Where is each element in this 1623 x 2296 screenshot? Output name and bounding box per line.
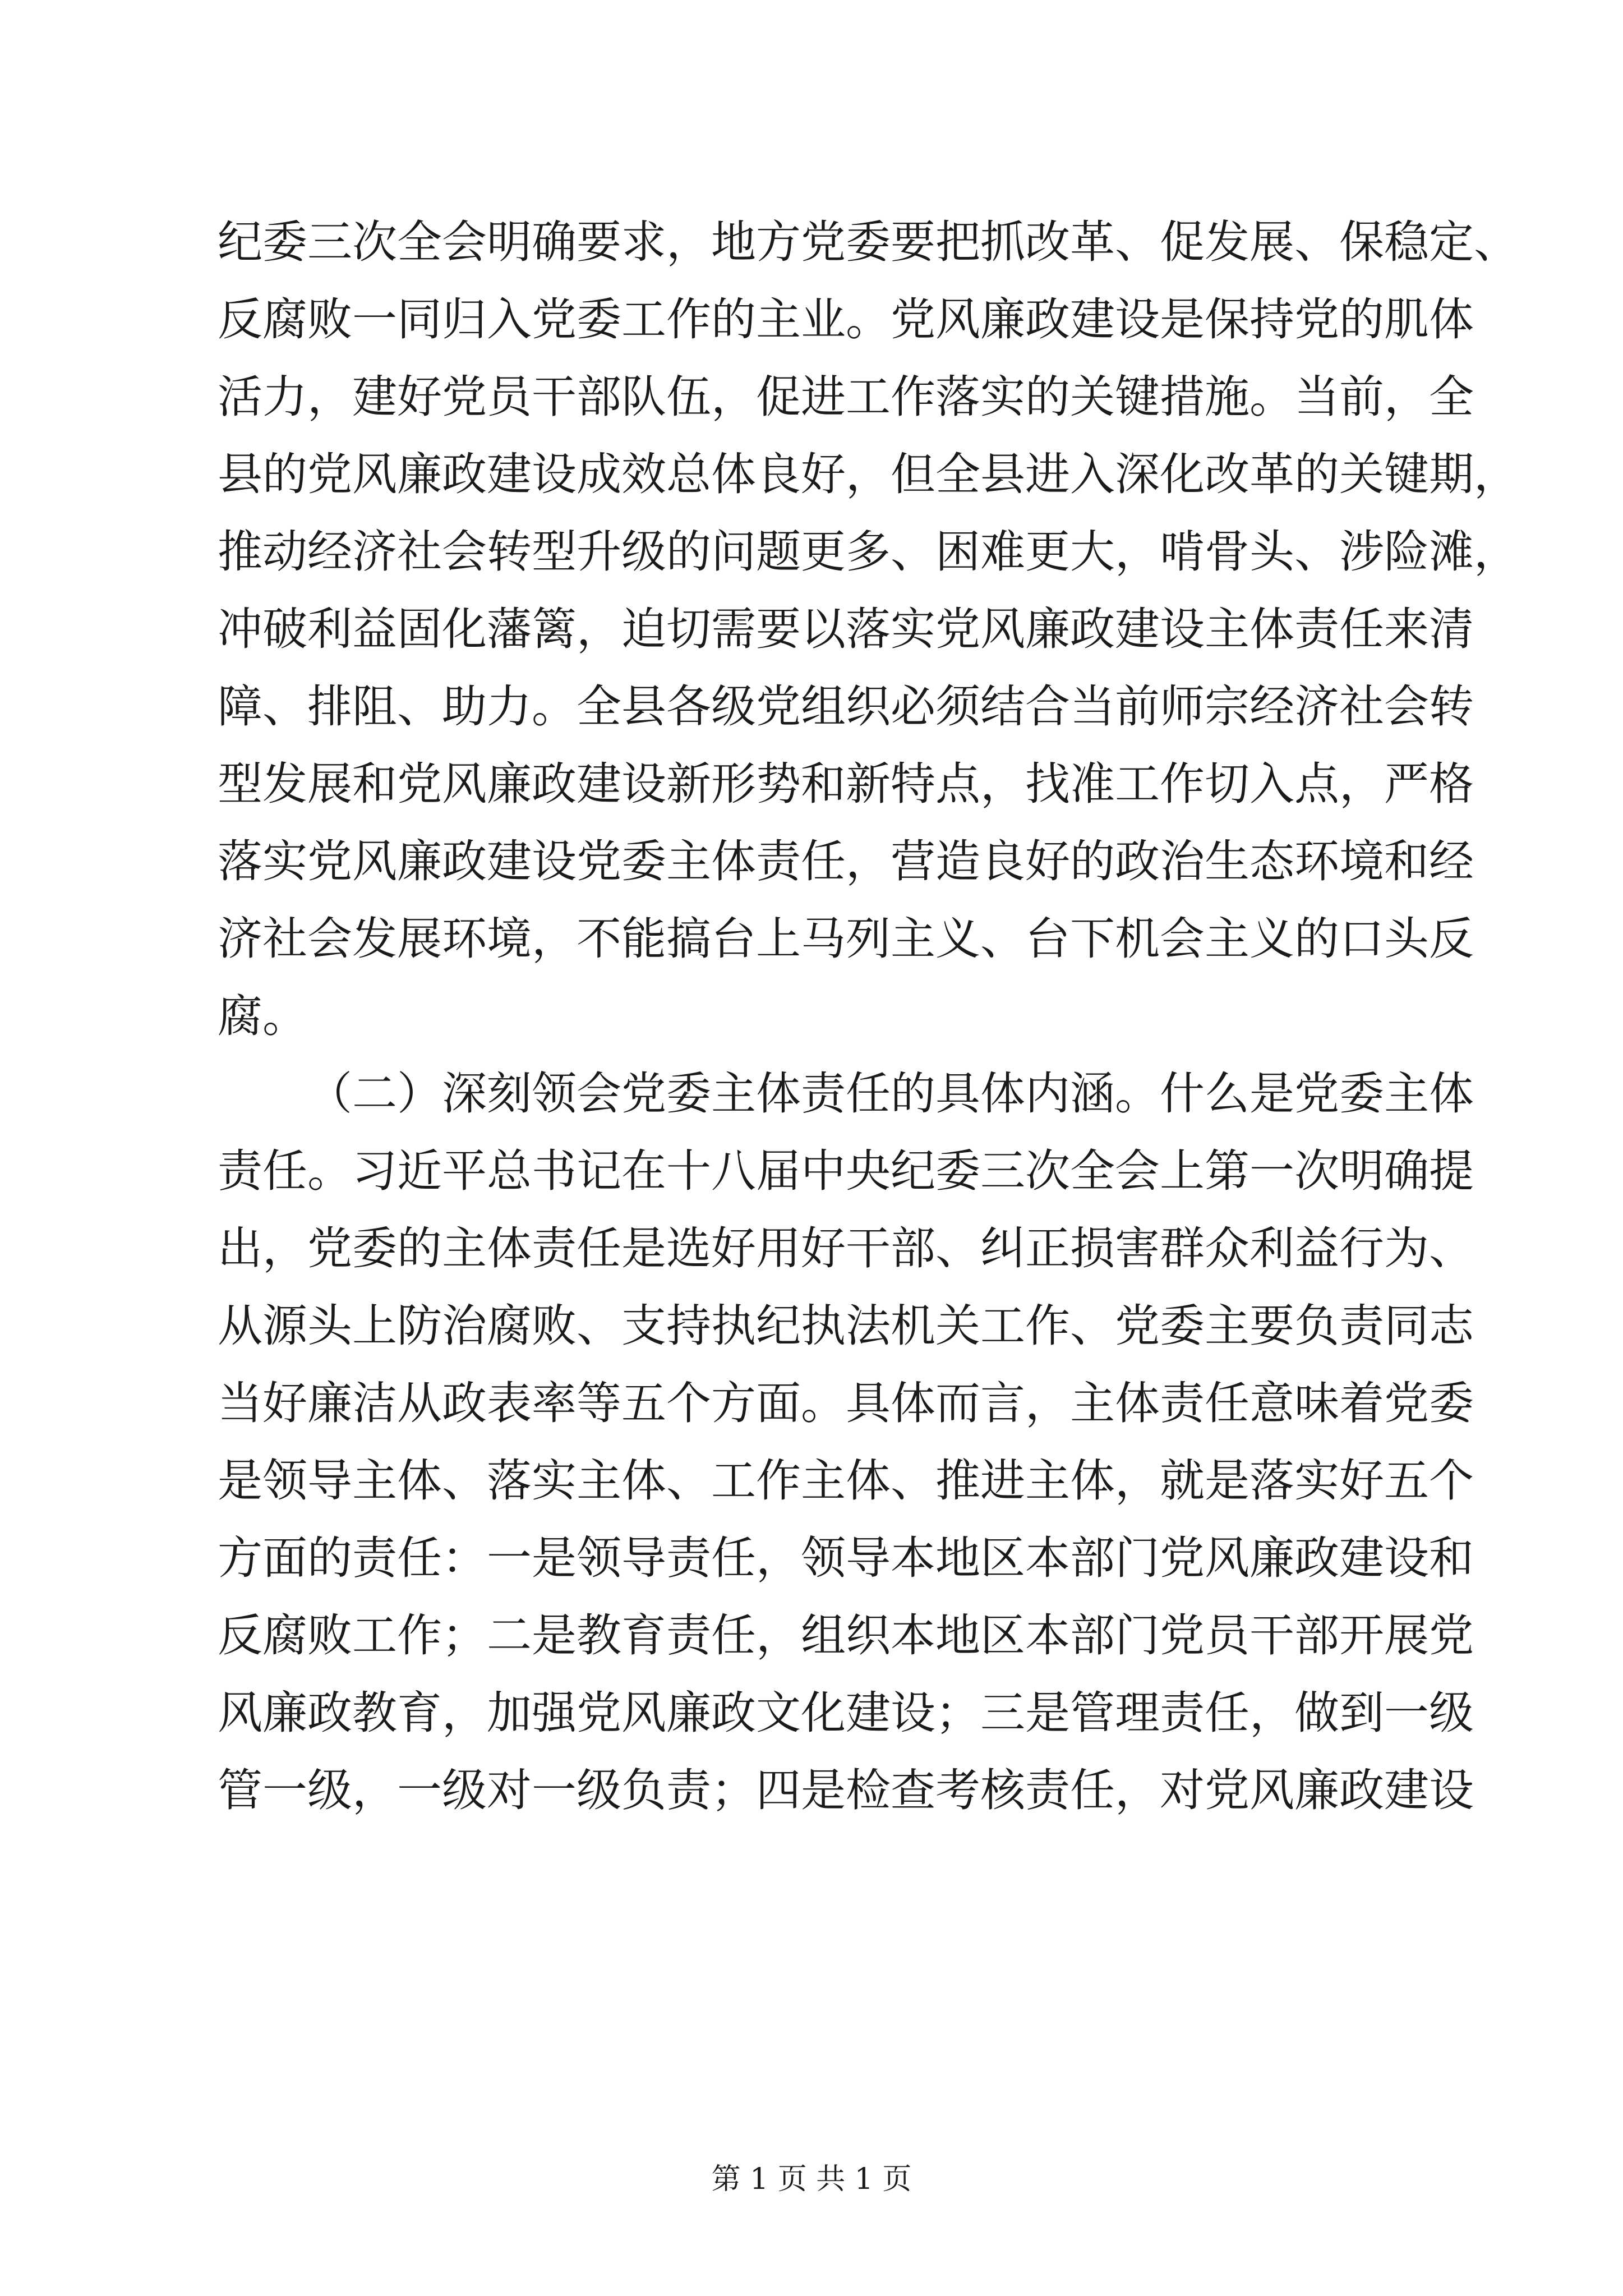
text-line: 腐。 [218, 990, 307, 1042]
text-line: 反腐败一同归入党委工作的主业。党风廉政建设是保持党的肌体 [218, 293, 1474, 346]
text-line: 推动经济社会转型升级的问题更多、困难更大，啃骨头、涉险滩， [218, 526, 1519, 578]
text-line: 反腐败工作；二是教育责任，组织本地区本部门党员干部开展党 [218, 1609, 1474, 1662]
text-line: 管一级，一级对一级负责；四是检查考核责任，对党风廉政建设 [218, 1764, 1474, 1816]
text-line: 活力，建好党员干部队伍，促进工作落实的关键措施。当前，全 [218, 371, 1474, 423]
text-line: 方面的责任：一是领导责任，领导本地区本部门党风廉政建设和 [218, 1532, 1474, 1584]
text-line: 冲破利益固化藩篱，迫切需要以落实党风廉政建设主体责任来清 [218, 603, 1474, 655]
text-line: 风廉政教育，加强党风廉政文化建设；三是管理责任，做到一级 [218, 1687, 1474, 1739]
text-line: 从源头上防治腐败、支持执纪执法机关工作、党委主要负责同志 [218, 1300, 1474, 1352]
text-line: 型发展和党风廉政建设新形势和新特点，找准工作切入点，严格 [218, 758, 1474, 810]
section-heading-line: （二）深刻领会党委主体责任的具体内涵。什么是党委主体 [307, 1068, 1474, 1120]
text-line: 县的党风廉政建设成效总体良好，但全县进入深化改革的关键期， [218, 448, 1519, 500]
text-line: 障、排阻、助力。全县各级党组织必须结合当前师宗经济社会转 [218, 680, 1474, 733]
text-line: 当好廉洁从政表率等五个方面。具体而言，主体责任意味着党委 [218, 1377, 1474, 1429]
text-line: 出，党委的主体责任是选好用好干部、纠正损害群众利益行为、 [218, 1222, 1474, 1274]
text-line: 是领导主体、落实主体、工作主体、推进主体，就是落实好五个 [218, 1455, 1474, 1507]
text-line: 落实党风廉政建设党委主体责任，营造良好的政治生态环境和经 [218, 835, 1474, 887]
text-line: 责任。习近平总书记在十八届中央纪委三次全会上第一次明确提 [218, 1145, 1474, 1197]
text-line: 济社会发展环境，不能搞台上马列主义、台下机会主义的口头反 [218, 913, 1474, 965]
page-footer: 第 1 页 共 1 页 [711, 2162, 912, 2196]
text-line: 纪委三次全会明确要求，地方党委要把抓改革、促发展、保稳定、 [218, 216, 1519, 268]
